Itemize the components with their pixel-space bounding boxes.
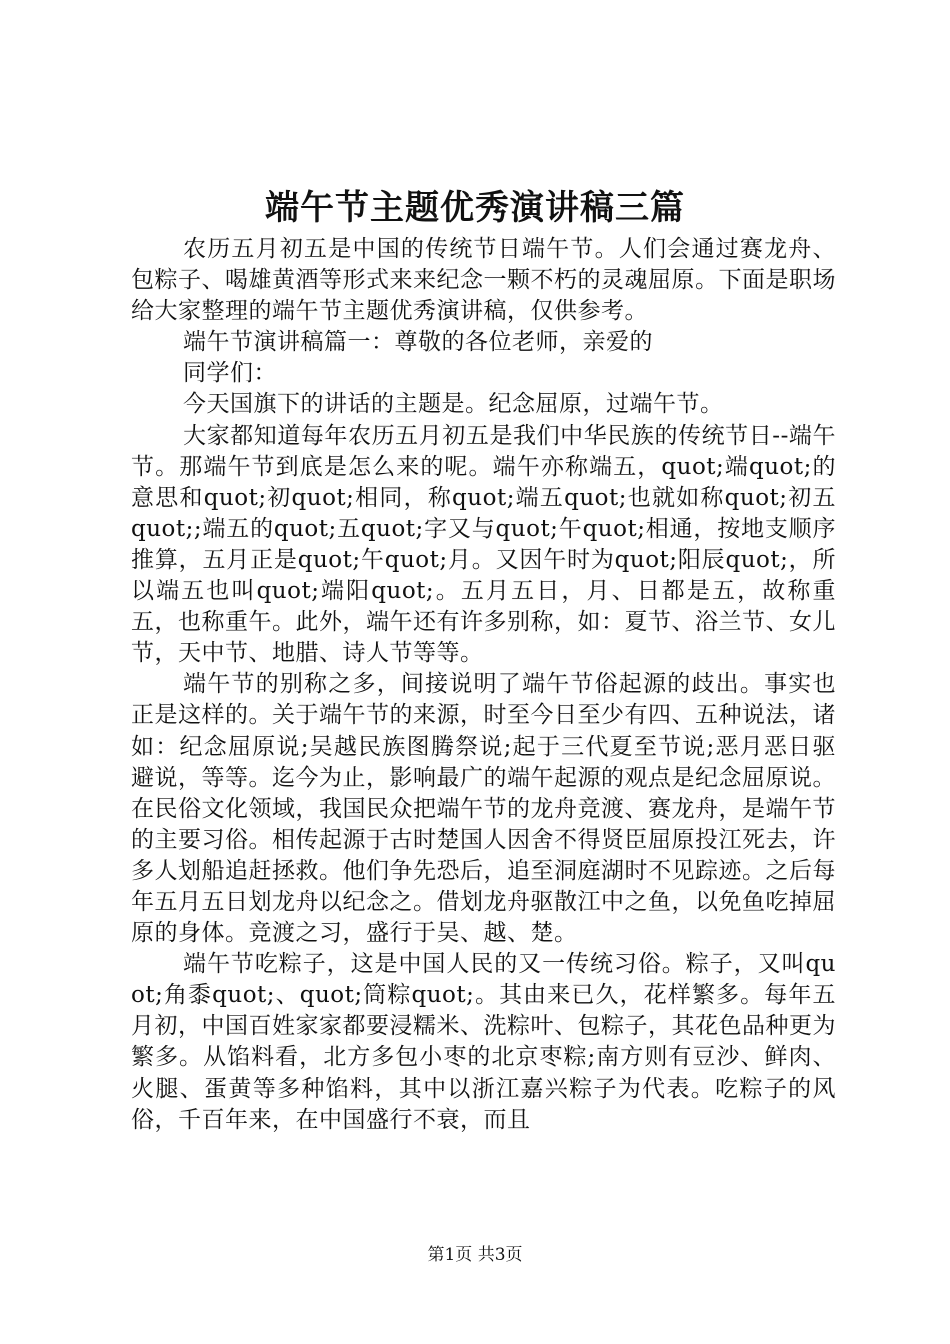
dragon-boat-paragraph: 端午节的别称之多，间接说明了端午节俗起源的歧出。事实也正是这样的。关于端午节的来源，时至今日至少有四、五种说法，诸如：纪念屈原说;吴越民族图腾祭说;起于三代夏至节说;恶月恶日驱避说，等等。迄今为止，影响最广的端午起源的观点是纪念屈原说。在民俗文化领域，我国民众把端午节的龙舟竞渡、赛龙舟，是端午节的主要习俗。相传起源于古时楚国人因舍不得贤臣屈原投江死去，许多人划船追赶拯救。他们争先恐后，追至洞庭湖时不见踪迹。之后每年五月五日划龙舟以纪念之。借划龙舟驱散江中之鱼，以免鱼吃掉屈原的身体。竞渡之习，盛行于吴、越、楚。 <box>131 671 836 947</box>
document-body <box>131 234 836 1136</box>
document-title: 端午节主题优秀演讲稿三篇 <box>265 188 685 228</box>
speech-heading-paragraph: 端午节演讲稿篇一：尊敬的各位老师，亲爱的 <box>183 329 653 356</box>
greeting-paragraph: 同学们： <box>183 360 277 387</box>
zongzi-paragraph: 端午节吃粽子，这是中国人民的又一传统习俗。粽子，又叫quot;角黍quot;、quot;筒粽quot;。其由来已久，花样繁多。每年五月初，中国百姓家家都要浸糯米、洗粽叶、包粽子，其花色品种更为繁多。从馅料看，北方多包小枣的北京枣粽;南方则有豆沙、鲜肉、火腿、蛋黄等多种馅料，其中以浙江嘉兴粽子为代表。吃粽子的风俗，千百年来，在中国盛行不衰，而且 <box>131 951 836 1133</box>
topic-paragraph: 今天国旗下的讲话的主题是。纪念屈原，过端午节。 <box>183 391 724 418</box>
origin-paragraph: 大家都知道每年农历五月初五是我们中华民族的传统节日--端午节。那端午节到底是怎么来的呢。端午亦称端五，quot;端quot;的意思和quot;初quot;相同，称quot;端五quot;也就如称quot;初五quot;;端五的quot;五quot;字又与quot;午quot;相通，按地支顺序推算，五月正是quot;午quot;月。又因午时为quot;阳辰quot;，所以端五也叫quot;端阳quot;。五月五日，月、日都是五，故称重五，也称重午。此外，端午还有许多别称，如：夏节、浴兰节、女儿节，天中节、地腊、诗人节等等。 <box>131 422 836 667</box>
intro-paragraph: 农历五月初五是中国的传统节日端午节。人们会通过赛龙舟、包粽子、喝雄黄酒等形式来来纪念一颗不朽的灵魂屈原。下面是职场给大家整理的端午节主题优秀演讲稿，仅供参考。 <box>131 236 836 325</box>
page-number-footer: 第1页 共3页 <box>427 1245 523 1265</box>
